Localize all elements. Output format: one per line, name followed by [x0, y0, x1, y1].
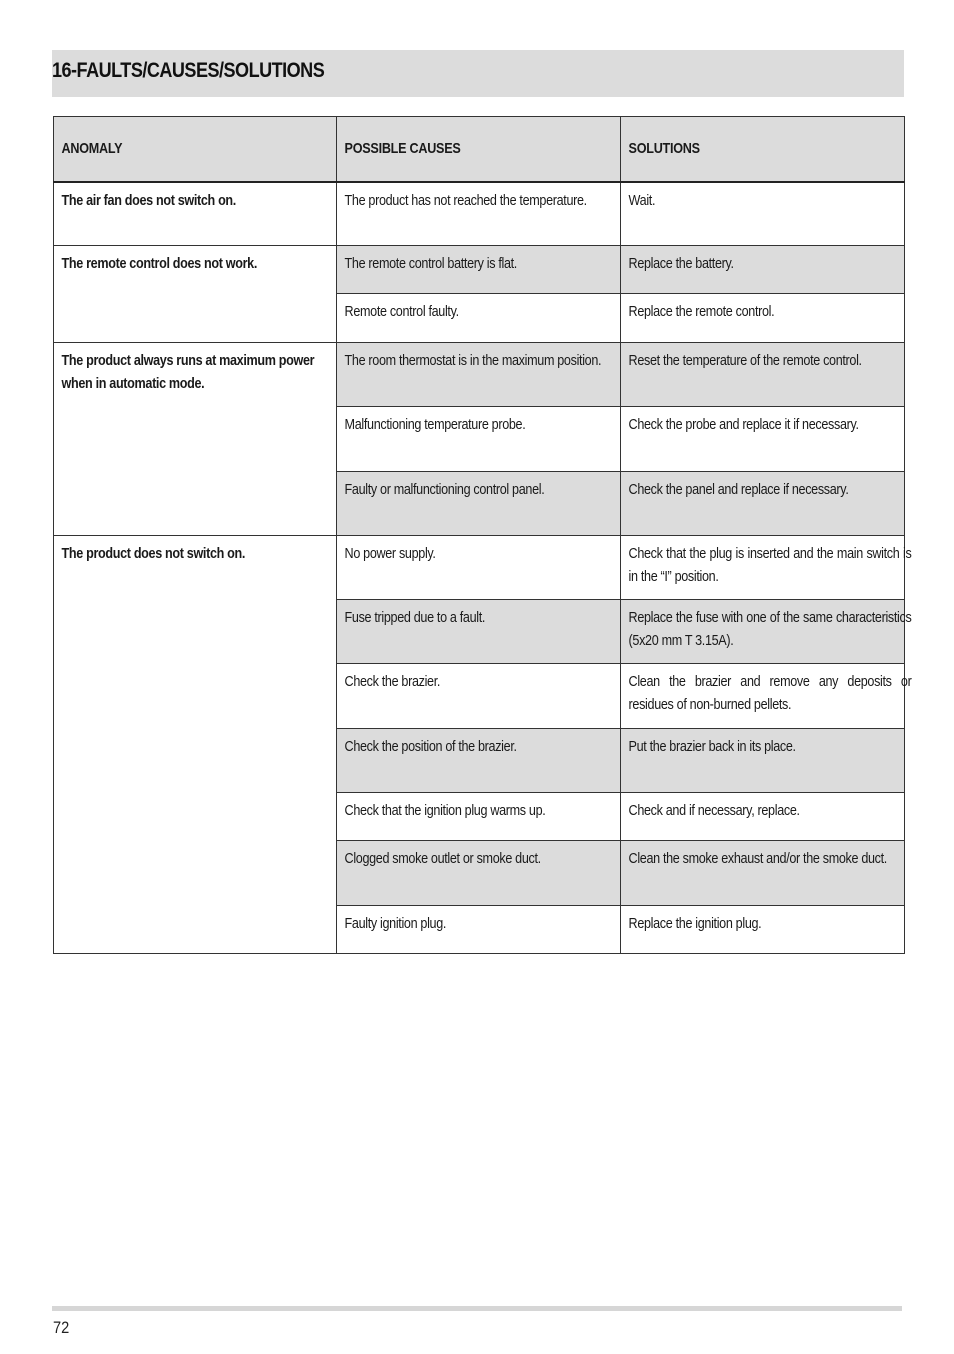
anomaly-cell: The product does not switch on. [54, 536, 337, 954]
solution-cell: Check the panel and replace if necessary. [621, 472, 905, 536]
solution-cell: Replace the ignition plug. [621, 906, 905, 954]
cause-cell: The product has not reached the temperature. [337, 182, 621, 246]
cause-cell: No power supply. [337, 536, 621, 600]
cause-cell: Faulty or malfunctioning control panel. [337, 472, 621, 536]
table-row [54, 536, 905, 600]
solution-cell: Clean the smoke exhaust and/or the smoke duct. [621, 841, 905, 906]
solution-cell: Put the brazier back in its place. [621, 729, 905, 793]
page-number: 72 [53, 1318, 70, 1337]
anomaly-cell: The product always runs at maximum power when in automatic mode. [54, 343, 337, 536]
section-title: 16-FAULTS/CAUSES/SOLUTIONS [52, 59, 325, 82]
cause-cell: Check the brazier. [337, 664, 621, 729]
cause-cell: Check that the ignition plug warms up. [337, 793, 621, 841]
table-row [54, 182, 905, 246]
solution-cell: Clean the brazier and remove any deposits or residues of non-burned pellets. [621, 664, 905, 729]
cause-cell: Clogged smoke outlet or smoke duct. [337, 841, 621, 906]
cause-cell: The remote control battery is flat. [337, 246, 621, 294]
section-header [52, 50, 904, 97]
anomaly-cell: The air fan does not switch on. [54, 182, 337, 246]
footer-divider [52, 1306, 902, 1311]
header-possible-causes: POSSIBLE CAUSES [337, 117, 621, 182]
solution-cell: Replace the battery. [621, 246, 905, 294]
cause-cell: Faulty ignition plug. [337, 906, 621, 954]
header-anomaly: ANOMALY [54, 117, 337, 182]
table-header-row [54, 117, 905, 182]
cause-cell: Remote control faulty. [337, 294, 621, 343]
header-solutions: SOLUTIONS [621, 117, 905, 182]
cause-cell: Malfunctioning temperature probe. [337, 407, 621, 472]
cause-cell: The room thermostat is in the maximum position. [337, 343, 621, 407]
table-row [54, 343, 905, 407]
anomaly-cell: The remote control does not work. [54, 246, 337, 343]
faults-table [53, 116, 912, 954]
table-row [54, 246, 905, 294]
solution-cell: Check and if necessary, replace. [621, 793, 905, 841]
solution-cell: Replace the fuse with one of the same characteristics (5x20 mm T 3.15A). [621, 600, 905, 664]
solution-cell: Check the probe and replace it if necessary. [621, 407, 905, 472]
solution-cell: Reset the temperature of the remote control. [621, 343, 905, 407]
solution-cell: Check that the plug is inserted and the main switch is in the “I” position. [621, 536, 905, 600]
solution-cell: Wait. [621, 182, 905, 246]
cause-cell: Fuse tripped due to a fault. [337, 600, 621, 664]
solution-cell: Replace the remote control. [621, 294, 905, 343]
cause-cell: Check the position of the brazier. [337, 729, 621, 793]
